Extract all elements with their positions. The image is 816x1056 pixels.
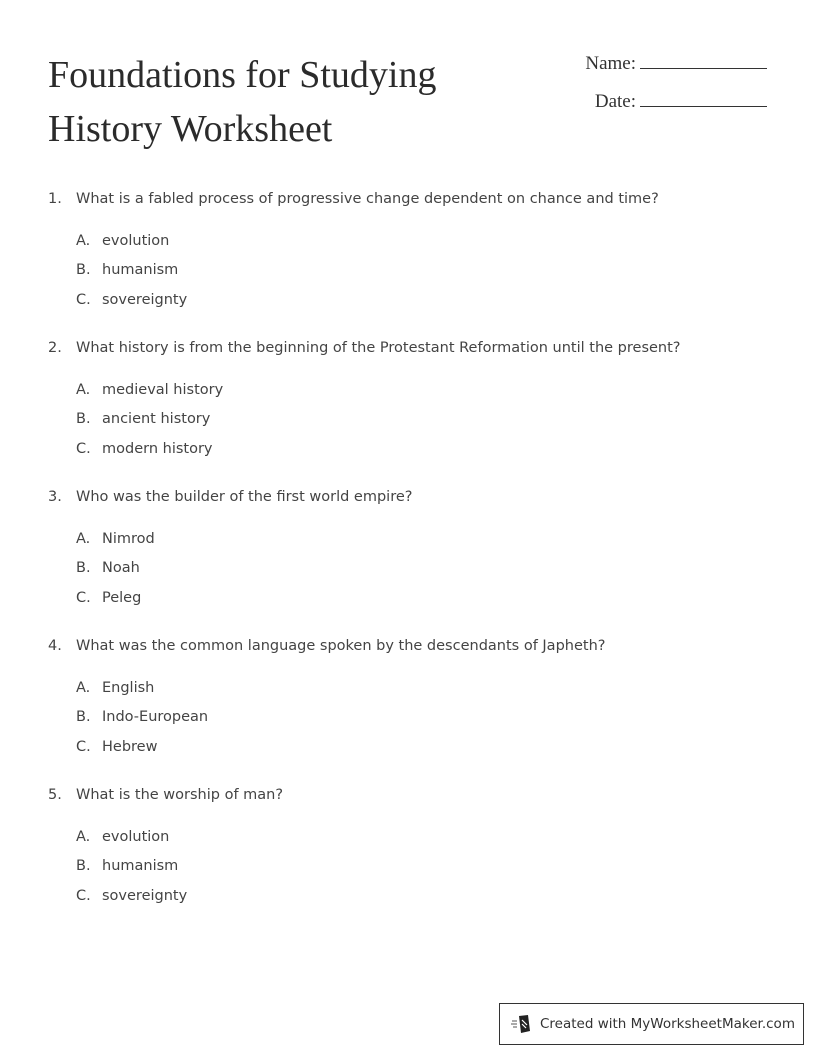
date-field [560,90,767,113]
date-label: Date: [594,91,636,112]
option-c [76,285,659,315]
question-text: What was the common language spoken by the descendants of Japheth? [76,638,606,654]
option-a [76,226,659,256]
question-text: Who was the builder of the first world empire? [76,489,413,505]
name-blank-line [640,52,767,69]
option-text: evolution [102,828,170,845]
footer-badge [499,1003,804,1045]
option-b [76,256,659,286]
option-text: modern history [102,440,213,457]
option-letter: A. [76,679,91,696]
option-text: English [102,679,155,696]
option-text: Nimrod [102,530,155,547]
question-number: 2. [48,340,62,356]
title-line-2: History Worksheet [48,108,333,150]
option-text: Peleg [102,589,142,606]
option-letter: C. [76,291,91,308]
worksheet-title [48,48,508,156]
option-text: evolution [102,232,170,249]
option-b [76,703,605,733]
question-number: 4. [48,638,62,654]
option-text: medieval history [102,381,224,398]
option-letter: A. [76,381,91,398]
option-a [76,822,283,852]
question-3 [48,484,412,613]
option-text: Noah [102,560,140,577]
option-b [76,554,412,584]
option-c [76,434,681,464]
option-c [76,881,283,911]
option-letter: A. [76,530,91,547]
option-letter: C. [76,887,91,904]
option-a [76,375,681,405]
option-text: ancient history [102,411,211,428]
question-2 [48,335,681,464]
option-letter: C. [76,440,91,457]
option-text: Hebrew [102,738,158,755]
question-number: 1. [48,191,62,207]
question-text: What is a fabled process of progressive change dependent on chance and time? [76,191,659,207]
question-number: 3. [48,489,62,505]
option-letter: B. [76,262,91,279]
option-text: sovereignty [102,887,188,904]
option-letter: A. [76,232,91,249]
date-blank-line [640,90,767,107]
option-letter: C. [76,738,91,755]
question-text: What history is from the beginning of the Protestant Reformation until the present? [76,340,681,356]
option-c [76,732,605,762]
option-b [76,405,681,435]
option-a [76,524,412,554]
name-label: Name: [585,53,636,74]
option-letter: B. [76,858,91,875]
option-b [76,852,283,882]
question-text: What is the worship of man? [76,787,284,803]
option-a [76,673,605,703]
question-1 [48,186,659,315]
option-letter: B. [76,411,91,428]
option-letter: B. [76,560,91,577]
option-letter: A. [76,828,91,845]
option-text: humanism [102,858,179,875]
name-field [560,52,767,75]
option-text: Indo-European [102,709,209,726]
question-4 [48,633,605,762]
question-number: 5. [48,787,62,803]
option-text: humanism [102,262,179,279]
title-line-1: Foundations for Studying [48,54,437,96]
footer-text: Created with MyWorksheetMaker.com [540,1016,795,1032]
option-text: sovereignty [102,291,188,308]
option-letter: B. [76,709,91,726]
option-c [76,583,412,613]
option-letter: C. [76,589,91,606]
question-5 [48,782,283,911]
worksheet-maker-logo-icon [511,1014,533,1034]
